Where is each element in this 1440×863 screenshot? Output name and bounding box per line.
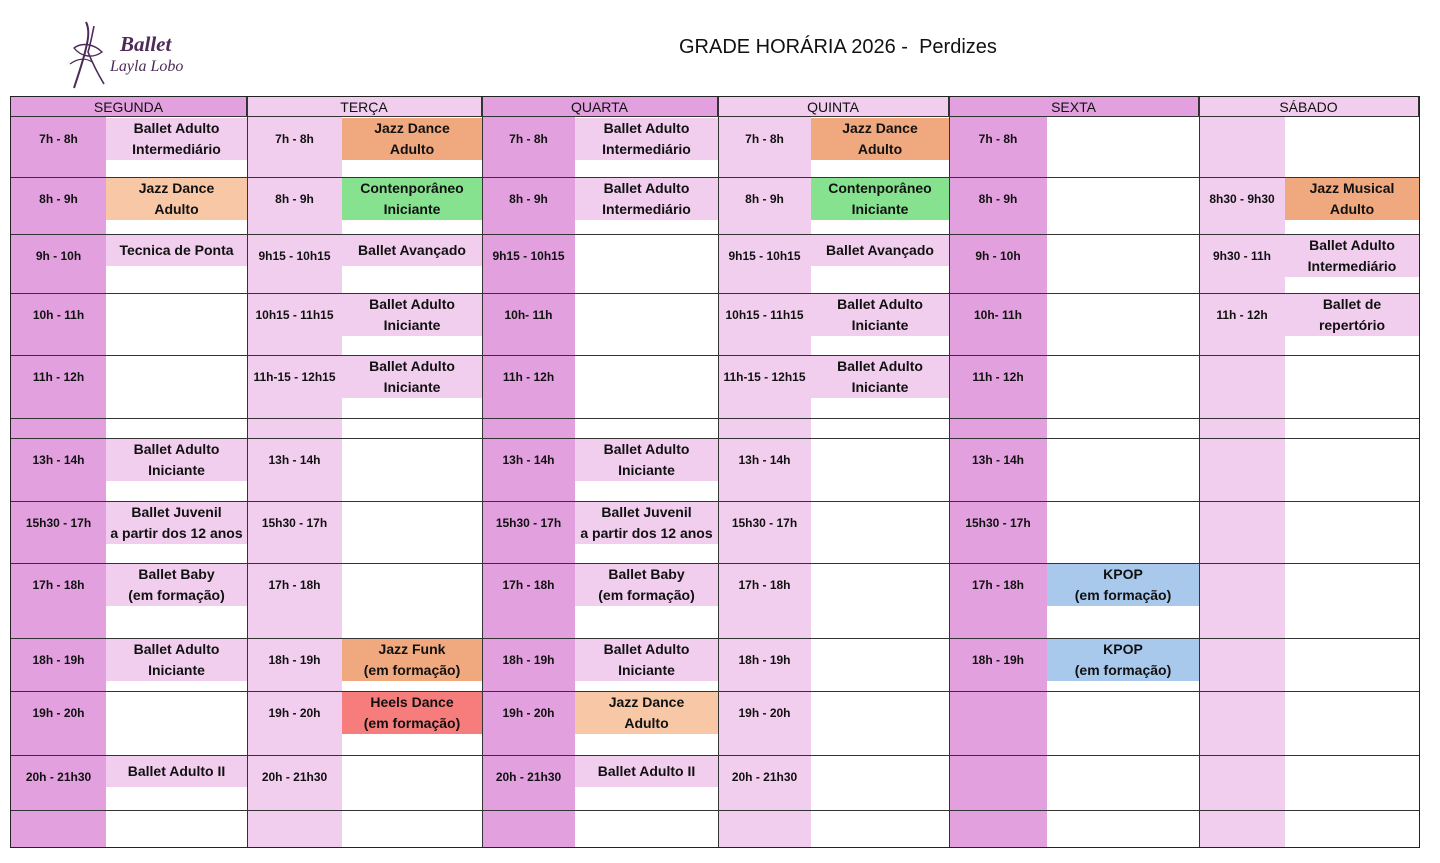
class-cell: Ballet Adulto Iniciante [106,439,247,481]
class-cell: Ballet Adulto Iniciante [342,294,482,336]
class-cell: Ballet Juvenil a partir dos 12 anos [575,502,718,544]
row-divider [11,418,1419,419]
time-slot: 10h - 11h [32,308,85,322]
time-slot: 10h15 - 11h15 [255,308,334,322]
time-slot: 15h30 - 17h [495,516,562,530]
page-title: GRADE HORÁRIA 2026 - Perdizes [679,36,997,58]
time-slot: 18h - 19h [971,653,1025,667]
time-slot: 10h15 - 11h15 [725,308,804,322]
class-cell: Ballet Adulto Iniciante [811,356,949,398]
time-slot: 9h15 - 10h15 [258,249,331,263]
time-slot: 9h30 - 11h [1212,249,1272,263]
time-slot: 15h30 - 17h [965,516,1031,530]
time-slot: 8h - 9h [275,192,314,206]
time-column-bg [247,117,342,847]
class-cell: Tecnica de Ponta [106,235,247,266]
row-divider [11,810,1419,811]
time-slot: 13h - 14h [502,453,555,467]
schedule-grid [10,96,1420,848]
column-divider [482,97,483,847]
time-slot: 17h - 18h [738,578,791,592]
time-slot: 7h - 8h [39,132,78,146]
row-divider [11,755,1419,756]
class-cell: Ballet Avançado [342,235,482,266]
time-slot: 18h - 19h [502,653,555,667]
time-slot: 9h - 10h [35,249,82,263]
class-cell: Jazz Musical Adulto [1285,178,1419,220]
time-slot: 13h - 14h [971,453,1025,467]
time-slot: 7h - 8h [745,132,784,146]
class-cell: Jazz Dance Adulto [342,118,482,160]
row-divider [11,234,1419,235]
class-cell: Ballet Adulto Iniciante [106,639,247,681]
class-cell: Ballet Adulto Intermediário [575,178,718,220]
time-slot: 20h - 21h30 [261,770,328,784]
time-slot: 20h - 21h30 [25,770,92,784]
class-cell: Ballet de repertório [1285,294,1419,336]
row-divider [11,563,1419,564]
logo-line2: Layla Lobo [110,58,184,75]
time-slot: 10h- 11h [504,308,553,322]
time-slot: 11h-15 - 12h15 [253,370,336,384]
class-cell: Ballet Adulto Iniciante [575,439,718,481]
time-column-bg [718,117,811,847]
time-slot: 11h - 12h [972,370,1024,384]
time-slot: 20h - 21h30 [495,770,562,784]
time-slot: 13h - 14h [32,453,85,467]
class-cell: Heels Dance (em formação) [342,692,482,734]
time-slot: 20h - 21h30 [731,770,798,784]
class-cell: Ballet Avançado [811,235,949,266]
day-header-5: SÁBADO [1199,97,1419,117]
time-slot: 19h - 20h [32,706,85,720]
column-divider [247,97,248,847]
class-cell: Ballet Adulto Intermediário [106,118,247,160]
time-slot: 11h - 12h [32,370,85,384]
time-slot: 8h - 9h [39,192,78,206]
ballerina-logo-icon [68,18,112,92]
row-divider [11,438,1419,439]
row-divider [11,691,1419,692]
class-cell: Jazz Dance Adulto [575,692,718,734]
row-divider [11,501,1419,502]
logo-line1: Ballet [120,32,172,56]
time-slot: 11h-15 - 12h15 [723,370,806,384]
time-slot: 19h - 20h [738,706,791,720]
time-slot: 18h - 19h [738,653,791,667]
time-slot: 8h - 9h [745,192,784,206]
day-header-0: SEGUNDA [11,97,247,117]
time-slot: 7h - 8h [509,132,548,146]
class-cell: Ballet Juvenil a partir dos 12 anos [106,502,247,544]
time-slot: 13h - 14h [268,453,321,467]
time-column-bg [482,117,575,847]
class-cell: Ballet Adulto Iniciante [811,294,949,336]
row-divider [11,177,1419,178]
time-slot: 17h - 18h [502,578,555,592]
time-slot: 11h - 12h [502,370,555,384]
day-header-4: SEXTA [949,97,1199,117]
class-cell: Jazz Dance Adulto [106,178,247,220]
class-cell: KPOP (em formação) [1047,639,1199,681]
school-logo [64,14,204,94]
time-slot: 17h - 18h [971,578,1025,592]
row-divider [11,293,1419,294]
class-cell: Jazz Dance Adulto [811,118,949,160]
day-header-1: TERÇA [247,97,482,117]
time-slot: 8h - 9h [978,192,1018,206]
row-divider [11,638,1419,639]
time-column-bg [11,117,106,847]
time-slot: 10h- 11h [973,308,1023,322]
column-divider [718,97,719,847]
time-slot: 18h - 19h [32,653,85,667]
class-cell: Jazz Funk (em formação) [342,639,482,681]
row-divider [11,355,1419,356]
time-slot: 7h - 8h [275,132,314,146]
column-divider [949,97,950,847]
class-cell: Ballet Adulto Intermediário [575,118,718,160]
time-column-bg [1199,117,1285,847]
class-cell: Ballet Adulto Iniciante [342,356,482,398]
day-header-3: QUINTA [718,97,949,117]
time-slot: 9h15 - 10h15 [492,249,565,263]
column-divider [1199,97,1200,847]
class-cell: Ballet Adulto Iniciante [575,639,718,681]
class-cell: KPOP (em formação) [1047,564,1199,606]
class-cell: Contenporâneo Iniciante [811,178,949,220]
class-cell: Ballet Adulto II [575,756,718,787]
time-slot: 8h30 - 9h30 [1209,192,1275,206]
time-column-bg [949,117,1047,847]
time-slot: 7h - 8h [978,132,1018,146]
class-cell: Ballet Adulto II [106,756,247,787]
class-cell: Ballet Baby (em formação) [575,564,718,606]
time-slot: 15h30 - 17h [261,516,328,530]
class-cell: Ballet Baby (em formação) [106,564,247,606]
time-slot: 8h - 9h [509,192,548,206]
time-slot: 13h - 14h [738,453,791,467]
time-slot: 11h - 12h [1216,308,1268,322]
time-slot: 15h30 - 17h [731,516,798,530]
class-cell: Contenporâneo Iniciante [342,178,482,220]
time-slot: 19h - 20h [502,706,555,720]
time-slot: 17h - 18h [268,578,321,592]
time-slot: 17h - 18h [32,578,85,592]
day-header-2: QUARTA [482,97,718,117]
time-slot: 19h - 20h [268,706,321,720]
time-slot: 9h - 10h [975,249,1021,263]
class-cell: Ballet Adulto Intermediário [1285,235,1419,277]
time-slot: 18h - 19h [268,653,321,667]
time-slot: 9h15 - 10h15 [728,249,801,263]
time-slot: 15h30 - 17h [25,516,92,530]
